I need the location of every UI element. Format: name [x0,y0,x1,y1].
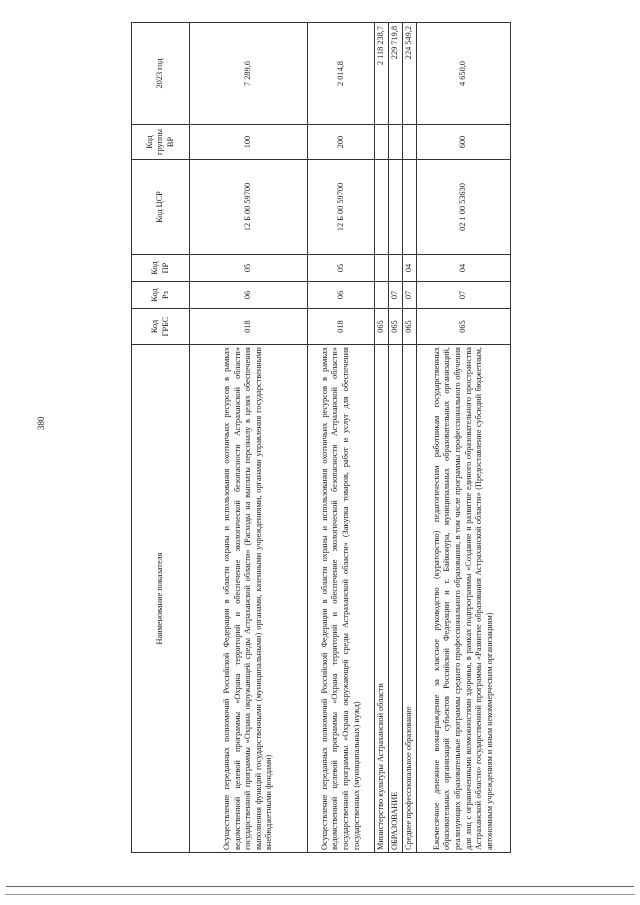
row-rz: 07 [417,282,511,309]
row-value: 4 650,0 [417,23,511,125]
header-vr: Код группы ВР [132,125,190,160]
row-vr: 100 [190,125,308,160]
row-pr [389,255,403,282]
row-vr [403,125,417,160]
row-rz [375,282,389,309]
row-grbs: 065 [375,309,389,345]
row-name: ОБРАЗОВАНИЕ [389,345,403,853]
row-grbs: 065 [389,309,403,345]
row-vr [375,125,389,160]
table-row [190,23,308,853]
row-pr: 04 [403,255,417,282]
row-csr: 12 Б 00 59700 [190,160,308,255]
row-name: Среднее профессиональное образование [403,345,417,853]
row-grbs: 018 [308,309,375,345]
row-value: 7 289,6 [190,23,308,125]
row-name: Осуществление переданных полномочий Российской Федерации в области охраны и использования охотничьих ресурсов в рамках ведомственной целевой программы «Охрана территорий и обеспечение экологической безопасности Астраханской области» государственной программы «Охрана окружающей среды Астраханской области» (Закупка товаров, работ и услуг для обеспечения государственных (муниципальных) нужд) [308,345,375,853]
row-grbs: 065 [417,309,511,345]
row-csr: 12 Б 00 59700 [308,160,375,255]
table-row [375,23,389,853]
row-pr: 05 [190,255,308,282]
table-row [403,23,417,853]
row-pr: 04 [417,255,511,282]
table-row [389,23,403,853]
header-name: Наименование показателя [132,345,190,853]
row-grbs: 065 [403,309,417,345]
row-value: 2 014,8 [308,23,375,125]
table-row [308,23,375,853]
row-vr [389,125,403,160]
table-header-row [132,23,190,853]
row-csr [389,160,403,255]
scan-edge-line [5,894,635,895]
header-rz: Код Рз [132,282,190,309]
row-rz: 06 [308,282,375,309]
row-value: 2 118 238,7 [375,23,389,125]
row-vr: 200 [308,125,375,160]
row-rz: 06 [190,282,308,309]
table-row [417,23,511,853]
header-grbs: Код ГРБС [132,309,190,345]
row-name: Осуществление переданных полномочий Российской Федерации в области охраны и использования охотничьих ресурсов в рамках ведомственной целевой программы «Охрана территорий и обеспечение экологической безопасности Астраханской области» государственной программы «Охрана окружающей среды Астраханской области» (Расходы на выплаты персоналу в целях обеспечения выполнения функций государственными (муниципальными) органами, казенными учреждениями, органами управления государственными внебюджетными фондами) [190,345,308,853]
row-rz: 07 [403,282,417,309]
row-name: Министерство культуры Астраханской области [375,345,389,853]
row-csr [375,160,389,255]
scan-edge-line [6,886,634,887]
header-year: 2023 год [132,23,190,125]
budget-table [131,22,511,853]
row-grbs: 018 [190,309,308,345]
row-value: 224 549,2 [403,23,417,125]
row-pr [375,255,389,282]
page-number: 380 [36,416,46,430]
row-value: 229 719,8 [389,23,403,125]
row-csr [403,160,417,255]
row-csr: 02 1 00 53630 [417,160,511,255]
budget-table-rotated [131,23,511,853]
row-name: Ежемесячное денежное вознаграждение за классное руководство (кураторство) педагогическим работникам государственных образовательных организаций субъектов Российской Федерации и г. Байконура, муниципальных образовательных организаций, реализующих образовательные программы среднего профессионального образования, в том числе программы профессионального обучения для лиц с ограниченными возможностями здоровья, в рамках подпрограммы «Создание и развитие единого образовательного пространства Астраханской области» государственной программы «Развитие образования Астраханской области» (Предоставление субсидий бюджетным, автономным учреждениям и иным некоммерческим организациям) [417,345,511,853]
row-vr: 600 [417,125,511,160]
row-pr: 05 [308,255,375,282]
row-rz: 07 [389,282,403,309]
header-pr: Код ПР [132,255,190,282]
header-csr: Код ЦСР [132,160,190,255]
